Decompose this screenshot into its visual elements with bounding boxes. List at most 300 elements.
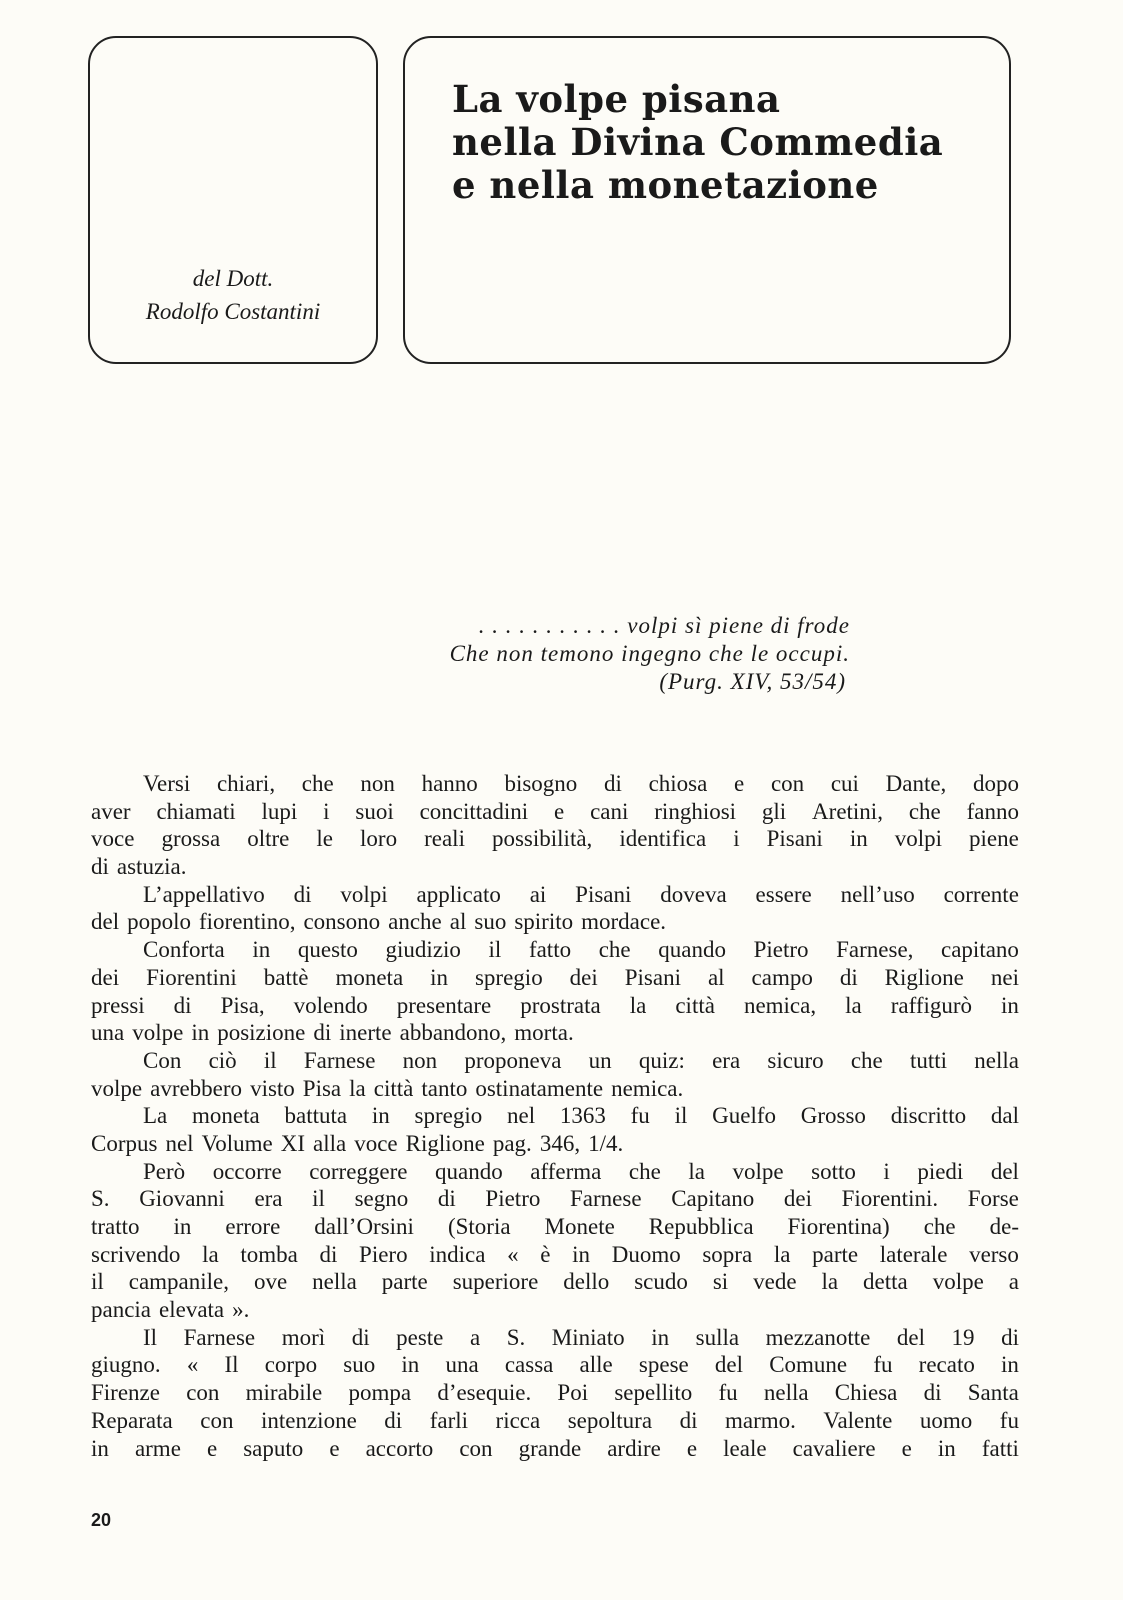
word: popolo	[127, 909, 191, 935]
text-line	[91, 1075, 1019, 1103]
text-line	[91, 1102, 1019, 1130]
word: voce	[354, 1130, 398, 1156]
word: il	[488, 937, 502, 963]
word: il	[91, 1269, 104, 1295]
word: Pietro	[753, 937, 809, 963]
text-line	[91, 1213, 1019, 1241]
word: parte	[812, 1241, 859, 1267]
word: il	[312, 1186, 325, 1212]
word: arme	[134, 1435, 181, 1461]
word: la	[688, 1158, 705, 1184]
text-line	[91, 936, 1019, 964]
word: leale	[723, 1435, 767, 1461]
word: nemica.	[611, 1075, 684, 1101]
word: saputo	[243, 1435, 304, 1461]
word: spregio	[414, 1103, 483, 1129]
word: cavaliere	[792, 1435, 876, 1461]
word: mirabile	[245, 1380, 323, 1406]
word: Conforta	[143, 937, 225, 963]
word: fu	[630, 1103, 650, 1129]
word: raffigurò	[890, 992, 973, 1018]
word: Versi	[143, 771, 191, 796]
word: mezzanotte	[765, 1324, 871, 1350]
word: a	[469, 1324, 481, 1350]
word: con	[186, 1380, 220, 1406]
epigraph	[340, 612, 860, 696]
word: Pisani	[624, 964, 681, 990]
word: visto	[250, 1075, 295, 1101]
word: non	[360, 771, 395, 796]
word: piedi	[917, 1158, 964, 1184]
word: Volume	[201, 1130, 273, 1156]
word: in	[1001, 992, 1019, 1018]
word: avrebbero	[150, 1075, 243, 1101]
word: marmo.	[724, 1407, 796, 1433]
word: recato	[918, 1352, 975, 1378]
word: Firenze	[91, 1380, 160, 1406]
word: la	[202, 1241, 219, 1267]
word: fatti	[981, 1435, 1019, 1461]
word: Chiesa	[834, 1380, 898, 1406]
word: Repubblica	[648, 1214, 754, 1239]
word: volpi	[894, 826, 943, 852]
word: di	[923, 1380, 942, 1406]
word: quiz:	[638, 1047, 685, 1073]
word: suo	[474, 909, 507, 935]
word: con	[200, 1407, 234, 1433]
word: una	[91, 1020, 125, 1046]
word: volendo	[293, 992, 368, 1018]
word: XI	[280, 1130, 305, 1156]
word: quando	[435, 1158, 503, 1184]
word: non	[402, 1047, 438, 1073]
word: gli	[761, 798, 787, 824]
word: loro	[360, 826, 398, 852]
word: del	[91, 909, 120, 935]
word: tutti	[909, 1047, 948, 1073]
word: Il	[143, 1324, 158, 1350]
word: voce	[91, 826, 135, 852]
word: di	[351, 1324, 370, 1350]
word: Guelfo	[712, 1103, 776, 1129]
word: dopo	[973, 771, 1019, 796]
word: di	[91, 854, 109, 880]
word: scudo	[634, 1269, 688, 1295]
word: Farnese,	[836, 937, 914, 963]
text-line	[91, 1158, 1019, 1186]
word: Monete	[544, 1214, 615, 1239]
word: moneta	[335, 964, 404, 990]
word: che	[908, 798, 941, 824]
word: applicato	[416, 881, 501, 907]
word: che	[301, 771, 334, 796]
word: e	[554, 798, 565, 824]
word: quando	[658, 937, 726, 963]
word: proponeva	[464, 1047, 562, 1073]
word: di	[437, 1186, 456, 1212]
word: d’esequie.	[437, 1380, 532, 1406]
title-line: e nella monetazione	[452, 163, 879, 207]
text-line	[91, 770, 1019, 798]
word: Con	[143, 1047, 182, 1073]
word: in	[937, 1435, 956, 1461]
word: «	[186, 1352, 199, 1378]
word: in	[91, 1435, 109, 1461]
word: Giovanni	[139, 1186, 225, 1212]
word: uomo	[919, 1407, 973, 1433]
word: in	[1001, 1352, 1019, 1378]
word: Piero	[359, 1241, 408, 1267]
word: dello	[563, 1269, 610, 1295]
word: aver	[91, 798, 131, 824]
word: sepoltura	[567, 1407, 653, 1433]
text-line	[91, 853, 1019, 881]
word: Reparata	[91, 1407, 173, 1433]
word: identifica	[619, 826, 707, 852]
word: con	[770, 771, 805, 796]
word: che	[850, 1047, 883, 1073]
word: errore	[225, 1214, 281, 1239]
word: lupi	[261, 798, 298, 824]
author-byline	[88, 262, 378, 328]
word: intenzione	[260, 1407, 357, 1433]
word: suoi	[355, 798, 394, 824]
word: in	[173, 1214, 192, 1239]
text-line	[91, 1185, 1019, 1213]
text-line	[91, 1379, 1019, 1407]
word: Aretini,	[812, 798, 883, 824]
word: Capitano	[671, 1186, 755, 1212]
word: moneta	[192, 1103, 260, 1129]
word: dei	[783, 1186, 812, 1212]
word: nell’uso	[840, 881, 915, 907]
word: pancia	[91, 1297, 152, 1323]
word: Grosso	[800, 1103, 866, 1129]
text-line	[91, 1268, 1019, 1296]
word: tomba	[240, 1241, 298, 1267]
word: piene	[969, 826, 1019, 852]
word: fanno	[966, 798, 1019, 824]
word: e	[901, 1435, 912, 1461]
word: e	[206, 1435, 218, 1461]
word: i	[733, 826, 740, 852]
word: Fiorentina)	[787, 1214, 890, 1239]
word: sopra	[702, 1241, 753, 1267]
word: 1363	[559, 1103, 606, 1129]
word: laterale	[879, 1241, 948, 1267]
word: chiosa	[648, 771, 708, 796]
word: doveva	[660, 881, 727, 907]
word: hanno	[421, 771, 478, 796]
word: 19	[951, 1324, 975, 1350]
word: volpi	[340, 881, 388, 907]
word: parte	[381, 1269, 428, 1295]
word: 1/4.	[588, 1130, 624, 1156]
word: il	[263, 1047, 277, 1073]
word: Fiorentini.	[841, 1186, 939, 1212]
word: superiore	[452, 1269, 539, 1295]
word: nemica,	[743, 992, 817, 1018]
word: cui	[830, 771, 859, 796]
text-line	[91, 1130, 1019, 1158]
word: chiamati	[156, 798, 236, 824]
word: Corpus	[91, 1130, 158, 1156]
word: La	[143, 1103, 168, 1129]
word: volpe	[932, 1269, 984, 1295]
word: alla	[312, 1130, 347, 1156]
word: Valente	[823, 1407, 893, 1433]
word: presentare	[396, 992, 492, 1018]
word: Riglione	[884, 964, 964, 990]
word: di	[384, 1407, 403, 1433]
page-number: 20	[91, 1510, 112, 1530]
word: a	[1008, 1269, 1019, 1295]
word: prostrata	[520, 992, 601, 1018]
word: la	[845, 992, 862, 1018]
word: battè	[263, 964, 309, 990]
word: era	[712, 1047, 741, 1073]
word: si	[712, 1269, 729, 1295]
word: suo	[343, 1352, 376, 1378]
word: questo	[297, 937, 358, 963]
word: volpe	[91, 1075, 143, 1101]
word: di	[839, 964, 858, 990]
word: grande	[518, 1435, 582, 1461]
text-line	[91, 1351, 1019, 1379]
word: Miniato	[551, 1324, 625, 1350]
word: capitano	[941, 937, 1019, 963]
word: la	[629, 992, 647, 1018]
word: nella	[974, 1047, 1019, 1073]
word: è	[540, 1241, 551, 1267]
text-line	[91, 1407, 1019, 1435]
word: morì	[281, 1324, 326, 1350]
word: città	[675, 992, 715, 1018]
word: i	[883, 1158, 890, 1184]
word: le	[316, 826, 334, 852]
word: corpo	[264, 1352, 318, 1378]
word: la	[821, 1269, 839, 1295]
word: detta	[863, 1269, 908, 1295]
word: verso	[969, 1241, 1019, 1267]
word: Pisani	[575, 881, 632, 907]
word: anche	[388, 909, 442, 935]
word: sepellito	[614, 1380, 693, 1406]
word: Però	[143, 1158, 186, 1184]
word: in	[371, 1103, 390, 1129]
word: pressi	[91, 992, 145, 1018]
word: 346,	[539, 1130, 581, 1156]
word: Farnese	[303, 1047, 376, 1073]
word: ove	[253, 1269, 288, 1295]
word: sulla	[695, 1324, 740, 1350]
word: di	[604, 771, 622, 796]
body-text	[91, 770, 1019, 1462]
epigraph-line: . . . . . . . . . . . volpi sì piene di frode	[478, 613, 850, 638]
word: Pisani	[766, 826, 823, 852]
word: cassa	[504, 1352, 554, 1378]
word: ».	[232, 1297, 250, 1323]
author-line: Rodolfo Costantini	[145, 299, 321, 324]
word: inerte	[339, 1020, 392, 1046]
epigraph-citation: (Purg. XIV, 53/54)	[659, 669, 846, 694]
word: di	[319, 1241, 338, 1267]
word: sicuro	[767, 1047, 824, 1073]
word: abbandono,	[399, 1020, 507, 1046]
word: fu	[718, 1380, 738, 1406]
word: campanile,	[128, 1269, 229, 1295]
text-line	[91, 881, 1019, 909]
word: nella	[763, 1380, 809, 1406]
word: dall’Orsini	[314, 1214, 414, 1239]
word: Pietro	[485, 1186, 541, 1212]
word: essere	[755, 881, 812, 907]
word: la	[349, 1075, 366, 1101]
word: accorto	[365, 1435, 434, 1461]
word: nel	[507, 1103, 536, 1129]
word: (Storia	[447, 1214, 511, 1239]
word: fu	[873, 1352, 893, 1378]
word: e	[329, 1435, 340, 1461]
word: di	[173, 992, 192, 1018]
word: e	[734, 771, 745, 796]
word: reali	[424, 826, 465, 852]
word: Farnese	[183, 1324, 256, 1350]
text-line	[91, 1241, 1019, 1269]
word: consono	[303, 909, 381, 935]
word: ardire	[607, 1435, 661, 1461]
word: del	[896, 1324, 925, 1350]
word: volpe	[732, 1158, 784, 1184]
word: Forse	[967, 1186, 1019, 1212]
word: spregio	[474, 964, 543, 990]
word: il	[674, 1103, 688, 1129]
word: dei	[91, 964, 120, 990]
word: cani	[590, 798, 629, 824]
text-line	[91, 1019, 1019, 1047]
word: scrivendo	[91, 1241, 181, 1267]
word: segno	[354, 1186, 409, 1212]
word: Duomo	[611, 1241, 681, 1267]
word: campo	[751, 964, 813, 990]
word: posizione	[217, 1020, 306, 1046]
text-line	[91, 992, 1019, 1020]
text-line	[91, 1296, 1019, 1324]
word: ostinatamente	[475, 1075, 604, 1101]
word: Santa	[967, 1380, 1019, 1406]
word: e	[686, 1435, 698, 1461]
word: che	[628, 1158, 661, 1184]
word: «	[507, 1241, 519, 1267]
word: alle	[579, 1352, 613, 1378]
word: morta.	[514, 1020, 574, 1046]
word: nella	[312, 1269, 357, 1295]
word: in	[252, 937, 271, 963]
word: che	[923, 1214, 956, 1239]
title-line: nella Divina Commedia	[452, 120, 944, 164]
word: che	[598, 937, 631, 963]
word: elevata	[159, 1297, 225, 1323]
word: concittadini	[419, 798, 529, 824]
word: Il	[224, 1352, 239, 1378]
word: di	[293, 881, 312, 907]
word: correggere	[309, 1158, 408, 1184]
word: ciò	[208, 1047, 237, 1073]
title-line: La volpe pisana	[452, 77, 781, 121]
word: farli	[429, 1407, 469, 1433]
word: Poi	[557, 1380, 589, 1406]
word: un	[588, 1047, 612, 1073]
word: occorre	[212, 1158, 282, 1184]
word: dei	[569, 964, 598, 990]
word: al	[449, 909, 467, 935]
epigraph-line: Che non temono ingegno che le occupi.	[449, 641, 850, 666]
word: con	[459, 1435, 493, 1461]
word: possibilità,	[491, 826, 593, 852]
word: in	[430, 964, 449, 990]
word: di	[679, 1407, 698, 1433]
word: Pisa	[302, 1075, 342, 1101]
word: giugno.	[91, 1352, 161, 1378]
word: corrente	[943, 881, 1019, 907]
word: di	[1001, 1324, 1019, 1350]
word: grossa	[161, 826, 221, 852]
word: una	[445, 1352, 479, 1378]
word: de-	[989, 1214, 1019, 1239]
word: i	[323, 798, 330, 824]
author-line: del Dott.	[192, 266, 274, 291]
word: in	[572, 1241, 591, 1267]
word: città	[373, 1075, 414, 1101]
word: S.	[506, 1324, 526, 1350]
word: Fiorentini	[146, 964, 237, 990]
word: del	[990, 1158, 1019, 1184]
word: giudizio	[385, 937, 461, 963]
word: era	[254, 1186, 283, 1212]
word: chiari,	[216, 771, 276, 796]
word: ringhiosi	[654, 798, 737, 824]
word: Riglione	[405, 1130, 485, 1156]
word: fatto	[528, 937, 572, 963]
word: fiorentino,	[199, 909, 296, 935]
word: L’appellativo	[143, 881, 265, 907]
word: di	[313, 1020, 332, 1046]
word: Farnese	[570, 1186, 642, 1212]
article-title	[452, 78, 1012, 207]
word: la	[773, 1241, 791, 1267]
word: peste	[396, 1324, 444, 1350]
word: ai	[529, 881, 547, 907]
word: Dante,	[885, 771, 947, 796]
word: del	[714, 1352, 744, 1378]
word: in	[191, 1020, 210, 1046]
word: tanto	[421, 1075, 468, 1101]
text-line	[91, 908, 1019, 936]
word: vede	[753, 1269, 797, 1295]
text-line	[91, 825, 1019, 853]
word: indica	[429, 1241, 486, 1267]
word: Pisa,	[220, 992, 265, 1018]
word: astuzia.	[116, 854, 187, 880]
text-line	[91, 1324, 1019, 1352]
text-line	[91, 1435, 1019, 1463]
word: in	[401, 1352, 420, 1378]
word: spese	[638, 1352, 689, 1378]
word: afferma	[530, 1158, 602, 1184]
word: spirito	[514, 909, 574, 935]
word: battuta	[284, 1103, 348, 1129]
word: volpe	[132, 1020, 184, 1046]
